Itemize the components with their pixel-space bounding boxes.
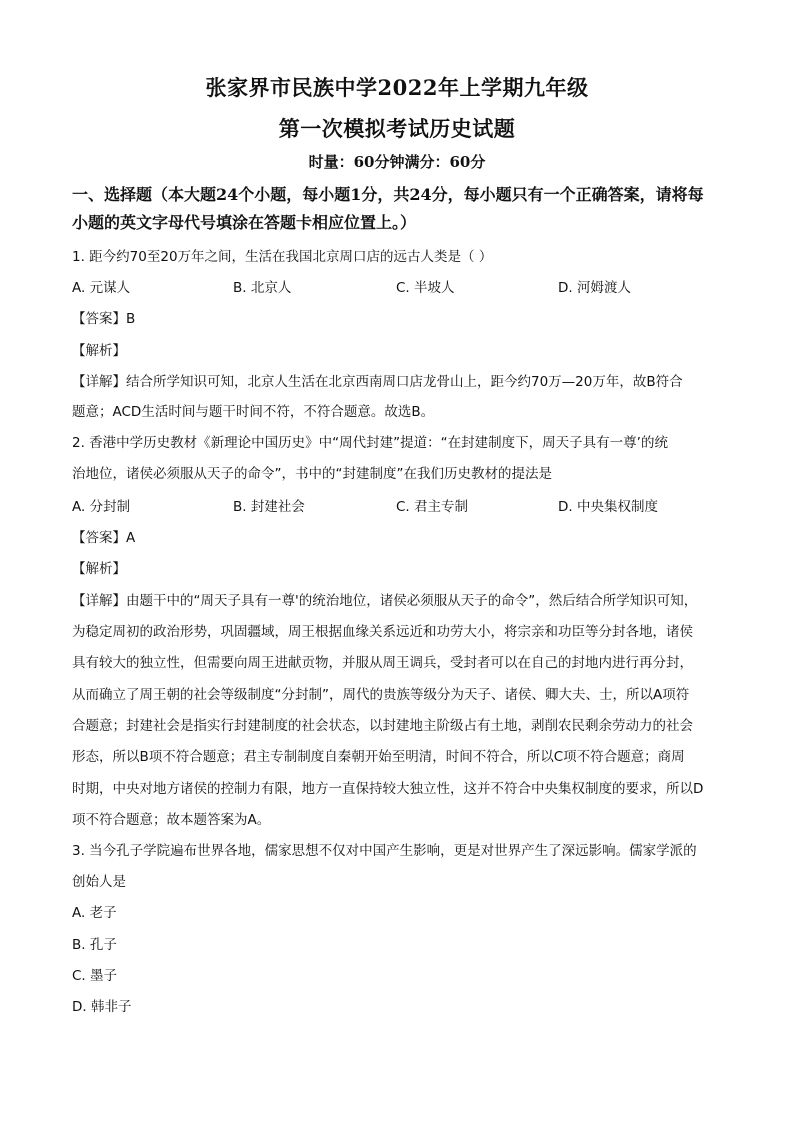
- q2-detail-line: 【详解】由题干中的“周天子具有一尊'的统治地位，诸侯必须服从天子的命令”，然后结合所学知识可知，: [72, 593, 698, 609]
- q3-stem-line: 创始人是: [72, 874, 126, 890]
- q2-detail-line: 时期，中央对地方诸侯的控制力有限，地方一直保持较大独立性，这并不符合中央集权制度的要求，所以D: [72, 781, 704, 797]
- q1-analysis-label: 【解析】: [72, 343, 126, 359]
- q3-option-d: D. 韩非子: [72, 999, 132, 1015]
- q2-stem-line: 2. 香港中学历史教材《新理论中国历史》中“周代封建”提道：“在封建制度下，周天子具有一尊’的统: [72, 435, 668, 451]
- exam-title-line2: 第一次模拟考试历史试题: [278, 116, 516, 141]
- q1-detail-line: 【详解】结合所学知识可知，北京人生活在北京西南周口店龙骨山上，距今约70万—20万年，故B符合: [72, 374, 683, 390]
- q1-option-a: A. 元谋人: [72, 280, 131, 296]
- q2-detail-line: 为稳定周初的政治形势，巩固疆域，周王根据血缘关系远近和功劳大小，将宗亲和功臣等分封各地，诸侯: [72, 624, 693, 640]
- q2-option-a: A. 分封制: [72, 499, 131, 515]
- q3-option-c: C. 墨子: [72, 968, 118, 984]
- q3-option-b: B. 孔子: [72, 937, 117, 953]
- q2-option-b: B. 封建社会: [233, 499, 305, 515]
- q2-detail-line: 合题意；封建社会是指实行封建制度的社会状态，以封建地主阶级占有土地，剥削农民剩余劳动力的社会: [72, 718, 693, 734]
- q2-answer: 【答案】A: [72, 530, 136, 546]
- q1-option-c: C. 半坡人: [396, 280, 455, 296]
- q3-option-a: A. 老子: [72, 905, 117, 921]
- section-heading-line2: 小题的英文字母代号填涂在答题卡相应位置上。）: [72, 213, 417, 232]
- exam-title-line1: 张家界市民族中学2022年上学期九年级: [205, 75, 589, 100]
- q2-stem-line: 治地位，诸侯必须服从天子的命令”，书中的“封建制度”在我们历史教材的提法是: [72, 466, 552, 482]
- q1-option-d: D. 河姆渡人: [558, 280, 631, 296]
- q1-option-b: B. 北京人: [233, 280, 292, 296]
- section-heading-line1: 一、选择题（本大题24个小题，每小题1分，共24分，每小题只有一个正确答案，请将每: [72, 185, 704, 204]
- q2-option-c: C. 君主专制: [396, 499, 469, 515]
- q3-stem-line: 3. 当今孔子学院遍布世界各地，儒家思想不仅对中国产生影响，更是对世界产生了深远影响。儒家学派的: [72, 843, 697, 859]
- q2-detail-line: 具有较大的独立性，但需要向周王进献贡物，并服从周王调兵，受封者可以在自己的封地内进行再分封，: [72, 655, 693, 671]
- q1-detail-line: 题意；ACD生活时间与题干时间不符，不符合题意。故选B。: [72, 404, 435, 420]
- q1-stem: 1. 距今约70至20万年之间，生活在我国北京周口店的远古人类是（ ）: [72, 249, 493, 265]
- q2-analysis-label: 【解析】: [72, 561, 126, 577]
- q1-answer: 【答案】B: [72, 311, 136, 327]
- q2-detail-line: 项不符合题意；故本题答案为A。: [72, 812, 271, 828]
- q2-detail-line: 形态，所以B项不符合题意；君主专制制度自秦朝开始至明清，时间不符合，所以C项不符合题意；商周: [72, 749, 685, 765]
- exam-meta: 时量：60分钟满分：60分: [308, 153, 486, 171]
- q2-option-d: D. 中央集权制度: [558, 499, 658, 515]
- q2-detail-line: 从而确立了周王朝的社会等级制度“分封制”，周代的贵族等级分为天子、诸侯、卿大夫、士，所以A项符: [72, 687, 690, 703]
